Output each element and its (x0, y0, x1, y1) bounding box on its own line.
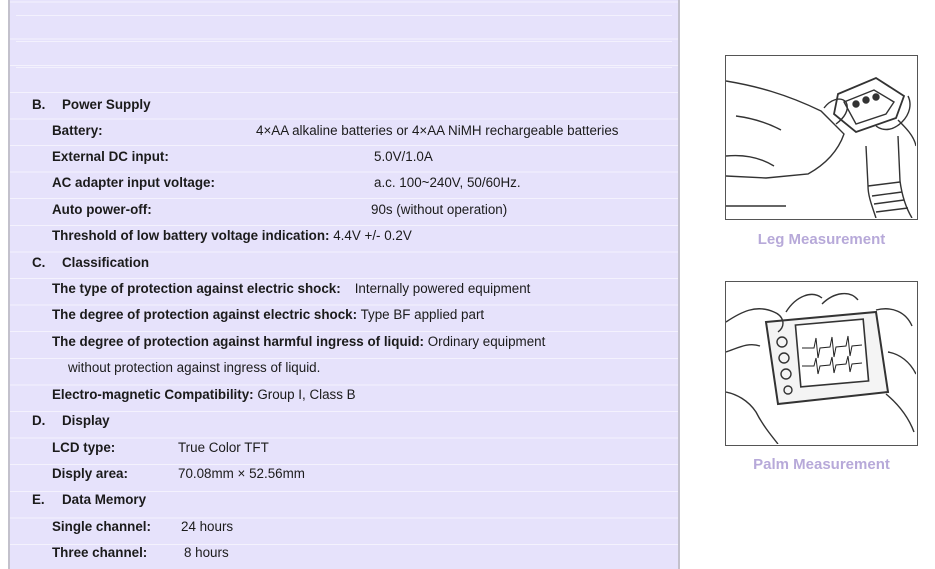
section-title-data-memory: Data Memory (62, 492, 147, 507)
shock-degree-value: Type BF applied part (357, 307, 485, 322)
shock-type-label: The type of protection against electric shock: (52, 281, 341, 296)
emc-row (52, 382, 356, 408)
single-channel-label: Single channel: (52, 519, 151, 534)
liquid-label: The degree of protection against harmful ingress of liquid: (52, 334, 424, 349)
shock-degree-label: The degree of protection against electric shock: (52, 307, 358, 322)
threshold-label: Threshold of low battery voltage indication: (52, 228, 330, 243)
ac-adapter-value: a.c. 100~240V, 50/60Hz. (374, 175, 521, 190)
battery-label: Battery: (52, 123, 103, 138)
section-title-power-supply: Power Supply (62, 97, 151, 112)
emc-value: Group I, Class B (253, 387, 356, 402)
auto-power-off-value: 90s (without operation) (371, 202, 508, 217)
single-channel-value: 24 hours (181, 519, 234, 534)
three-channel-value: 8 hours (184, 545, 229, 560)
divider (16, 67, 672, 68)
dc-input-label: External DC input: (52, 149, 169, 164)
leg-measurement-image (725, 55, 918, 220)
display-area-value: 70.08mm × 52.56mm (178, 466, 305, 481)
spec-panel (8, 0, 680, 569)
lcd-type-value: True Color TFT (178, 440, 269, 455)
liquid-row (52, 329, 545, 355)
liquid-value: Ordinary equipment (424, 334, 546, 349)
section-letter: E. (32, 492, 45, 507)
divider (16, 15, 672, 16)
palm-measurement-caption: Palm Measurement (753, 456, 890, 473)
leg-measurement-caption: Leg Measurement (757, 231, 886, 248)
emc-label: Electro-magnetic Compatibility: (52, 387, 254, 402)
display-area-label: Disply area: (52, 466, 128, 481)
shock-type-value: Internally powered equipment (354, 281, 531, 296)
section-letter: B. (32, 97, 46, 112)
palm-illustration-icon (726, 282, 916, 444)
palm-measurement-image (725, 281, 918, 446)
shock-degree-row (52, 302, 484, 328)
lcd-type-label: LCD type: (52, 440, 116, 455)
three-channel-label: Three channel: (52, 545, 148, 560)
ac-adapter-label: AC adapter input voltage: (52, 175, 215, 190)
section-letter: C. (32, 255, 46, 270)
divider (16, 41, 672, 42)
leg-illustration-icon (726, 56, 916, 218)
section-title-classification: Classification (62, 255, 150, 270)
liquid-value-continued: without protection against ingress of liquid. (68, 360, 321, 375)
auto-power-off-label: Auto power-off: (52, 202, 152, 217)
shock-type-row (52, 276, 530, 302)
section-letter: D. (32, 413, 46, 428)
battery-value: 4×AA alkaline batteries or 4×AA NiMH rechargeable batteries (256, 123, 619, 138)
dc-input-value: 5.0V/1.0A (374, 149, 433, 164)
threshold-value: 4.4V +/- 0.2V (329, 228, 412, 243)
threshold-row (52, 223, 412, 249)
section-title-display: Display (62, 413, 110, 428)
